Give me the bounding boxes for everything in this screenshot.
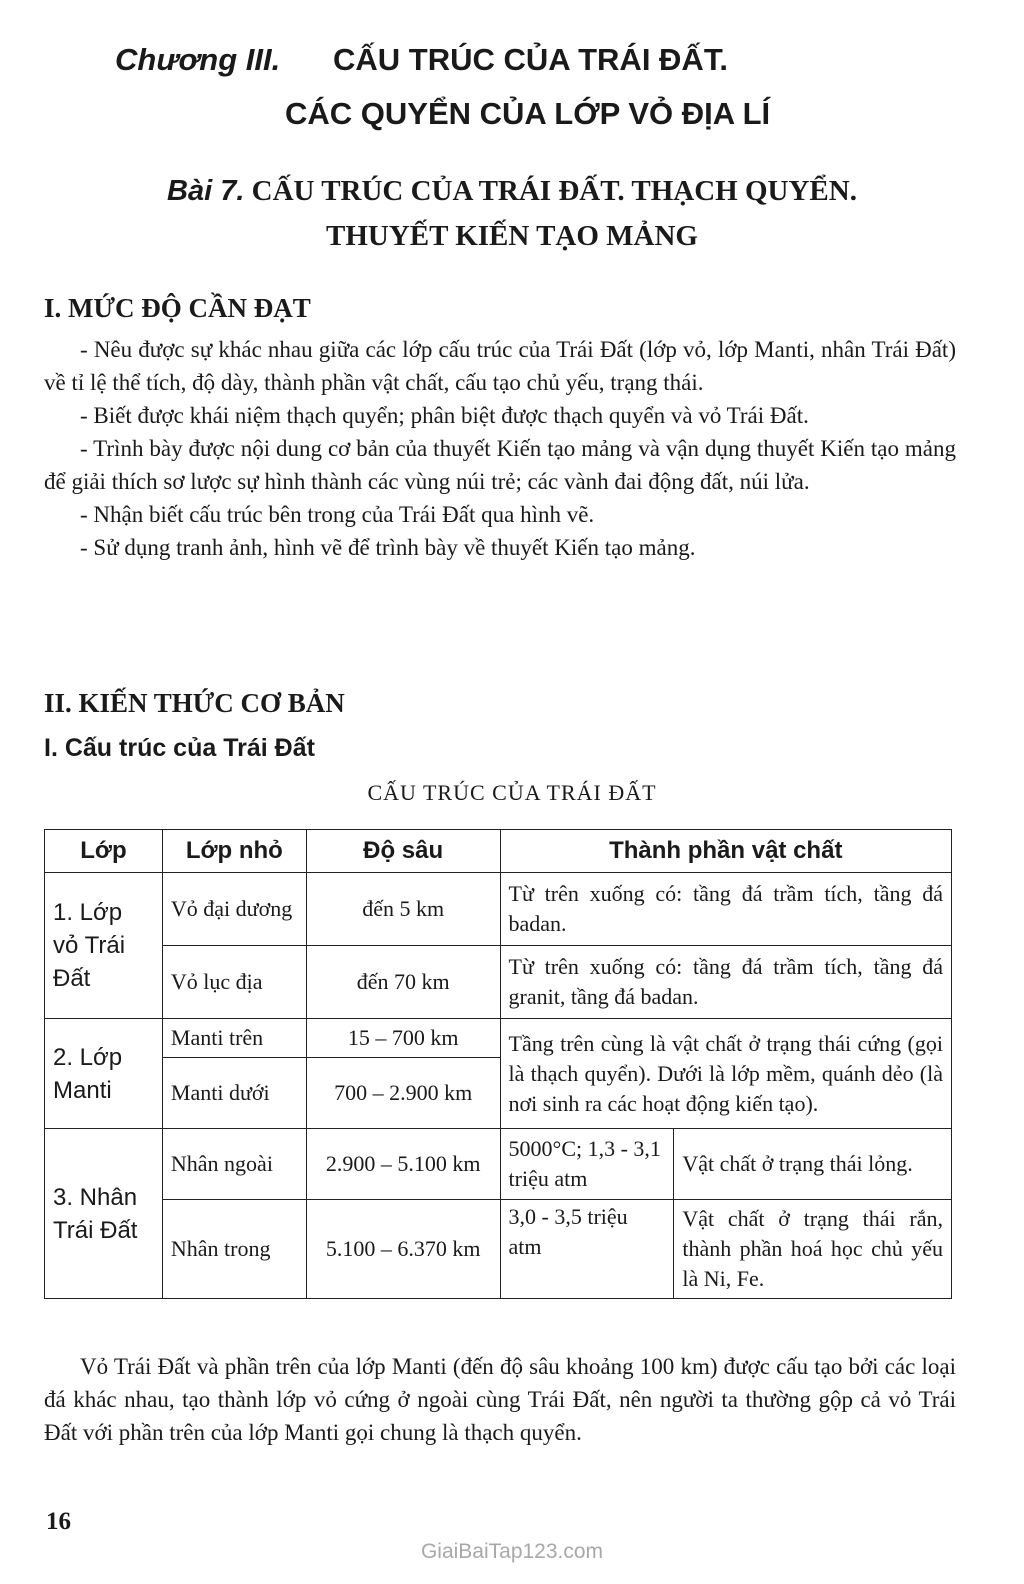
- lesson-title-line1: CẤU TRÚC CỦA TRÁI ĐẤT. THẠCH QUYỂN.: [251, 175, 857, 207]
- lesson-title-line2: THUYẾT KIẾN TẠO MẢNG: [326, 220, 698, 252]
- sublayer-cell: Manti dưới: [162, 1058, 306, 1129]
- table-caption: CẤU TRÚC CỦA TRÁI ĐẤT: [367, 780, 657, 805]
- header-layer: Lớp: [45, 830, 163, 873]
- conditions-cell: 5000°C; 1,3 - 3,1 triệu atm: [500, 1129, 674, 1200]
- section1-heading: I. MỨC ĐỘ CẦN ĐẠT: [44, 293, 311, 323]
- header-depth: Độ sâu: [306, 830, 500, 873]
- chapter-label: Chương III.: [115, 42, 281, 77]
- earth-structure-table: [44, 829, 952, 1299]
- table-row: [45, 1019, 952, 1058]
- chapter-title-line2: CÁC QUYỂN CỦA LỚP VỎ ĐỊA LÍ: [285, 96, 771, 131]
- depth-cell: 2.900 – 5.100 km: [306, 1129, 500, 1200]
- chapter-title-line1: CẤU TRÚC CỦA TRÁI ĐẤT.: [333, 42, 728, 77]
- lesson-title: [0, 175, 1024, 208]
- layer-mantle: 2. Lớp Manti: [45, 1019, 163, 1129]
- objective-item: - Biết được khái niệm thạch quyển; phân biệt được thạch quyển và vỏ Trái Đất.: [80, 403, 809, 428]
- sublayer-cell: Nhân ngoài: [162, 1129, 306, 1200]
- objective-item: - Trình bày được nội dung cơ bản của thuyết Kiến tạo mảng và vận dụng thuyết Kiến tạo mảng để giải thích sơ lược sự hình thành các vùng núi trẻ; các vành đai động đất, núi lửa.: [44, 436, 956, 494]
- composition-cell: Từ trên xuống có: tầng đá trầm tích, tầng đá granit, tầng đá badan.: [500, 946, 951, 1019]
- layer-crust: 1. Lớp vỏ Trái Đất: [45, 873, 163, 1019]
- sublayer-cell: Vỏ lục địa: [162, 946, 306, 1019]
- composition-cell: Tầng trên cùng là vật chất ở trạng thái cứng (gọi là thạch quyển). Dưới là lớp mềm, quánh dẻo (là nơi sinh ra các hoạt động kiến tạo).: [500, 1019, 951, 1129]
- state-cell: Vật chất ở trạng thái lỏng.: [674, 1129, 952, 1200]
- table-row: [45, 873, 952, 946]
- depth-cell: đến 70 km: [306, 946, 500, 1019]
- sublayer-cell: Vỏ đại dương: [162, 873, 306, 946]
- table-row: [45, 946, 952, 1019]
- closing-paragraph: [44, 1350, 956, 1449]
- sublayer-cell: Manti trên: [162, 1019, 306, 1058]
- closing-paragraph-text: Vỏ Trái Đất và phần trên của lớp Manti (đến độ sâu khoảng 100 km) được cấu tạo bởi các loại đá khác nhau, tạo thành lớp vỏ cứng ở ngoài cùng Trái Đất, nên người ta thường gộp cả vỏ Trái Đất với phần trên của lớp Manti gọi chung là thạch quyển.: [44, 1354, 956, 1445]
- depth-cell: đến 5 km: [306, 873, 500, 946]
- header-sublayer: Lớp nhỏ: [162, 830, 306, 873]
- composition-cell: Từ trên xuống có: tầng đá trầm tích, tầng đá badan.: [500, 873, 951, 946]
- table-row: [45, 1129, 952, 1200]
- depth-cell: 5.100 – 6.370 km: [306, 1200, 500, 1299]
- sublayer-cell: Nhân trong: [162, 1200, 306, 1299]
- header-composition: Thành phần vật chất: [500, 830, 951, 873]
- section1-objectives: [44, 333, 956, 564]
- lesson-label: Bài 7.: [167, 175, 245, 207]
- section2-heading: II. KIẾN THỨC CƠ BẢN: [44, 688, 345, 718]
- depth-cell: 700 – 2.900 km: [306, 1058, 500, 1129]
- objective-item: - Sử dụng tranh ảnh, hình vẽ để trình bày về thuyết Kiến tạo mảng.: [80, 535, 696, 560]
- depth-cell: 15 – 700 km: [306, 1019, 500, 1058]
- table-row: [45, 1200, 952, 1299]
- conditions-cell: 3,0 - 3,5 triệu atm: [500, 1200, 674, 1299]
- state-cell: Vật chất ở trạng thái rắn, thành phần hoá học chủ yếu là Ni, Fe.: [674, 1200, 952, 1299]
- objective-item: - Nhận biết cấu trúc bên trong của Trái Đất qua hình vẽ.: [80, 502, 595, 527]
- watermark: GiaiBaiTap123.com: [420, 1540, 604, 1563]
- layer-core: 3. Nhân Trái Đất: [45, 1129, 163, 1299]
- table-header-row: [45, 830, 952, 873]
- section2-subheading: I. Cấu trúc của Trái Đất: [44, 734, 315, 762]
- objective-item: - Nêu được sự khác nhau giữa các lớp cấu trúc của Trái Đất (lớp vỏ, lớp Manti, nhân Trái Đất) về tỉ lệ thể tích, độ dày, thành phần vật chất, cấu tạo chủ yếu, trạng thái.: [44, 337, 956, 395]
- page-number: 16: [46, 1508, 71, 1535]
